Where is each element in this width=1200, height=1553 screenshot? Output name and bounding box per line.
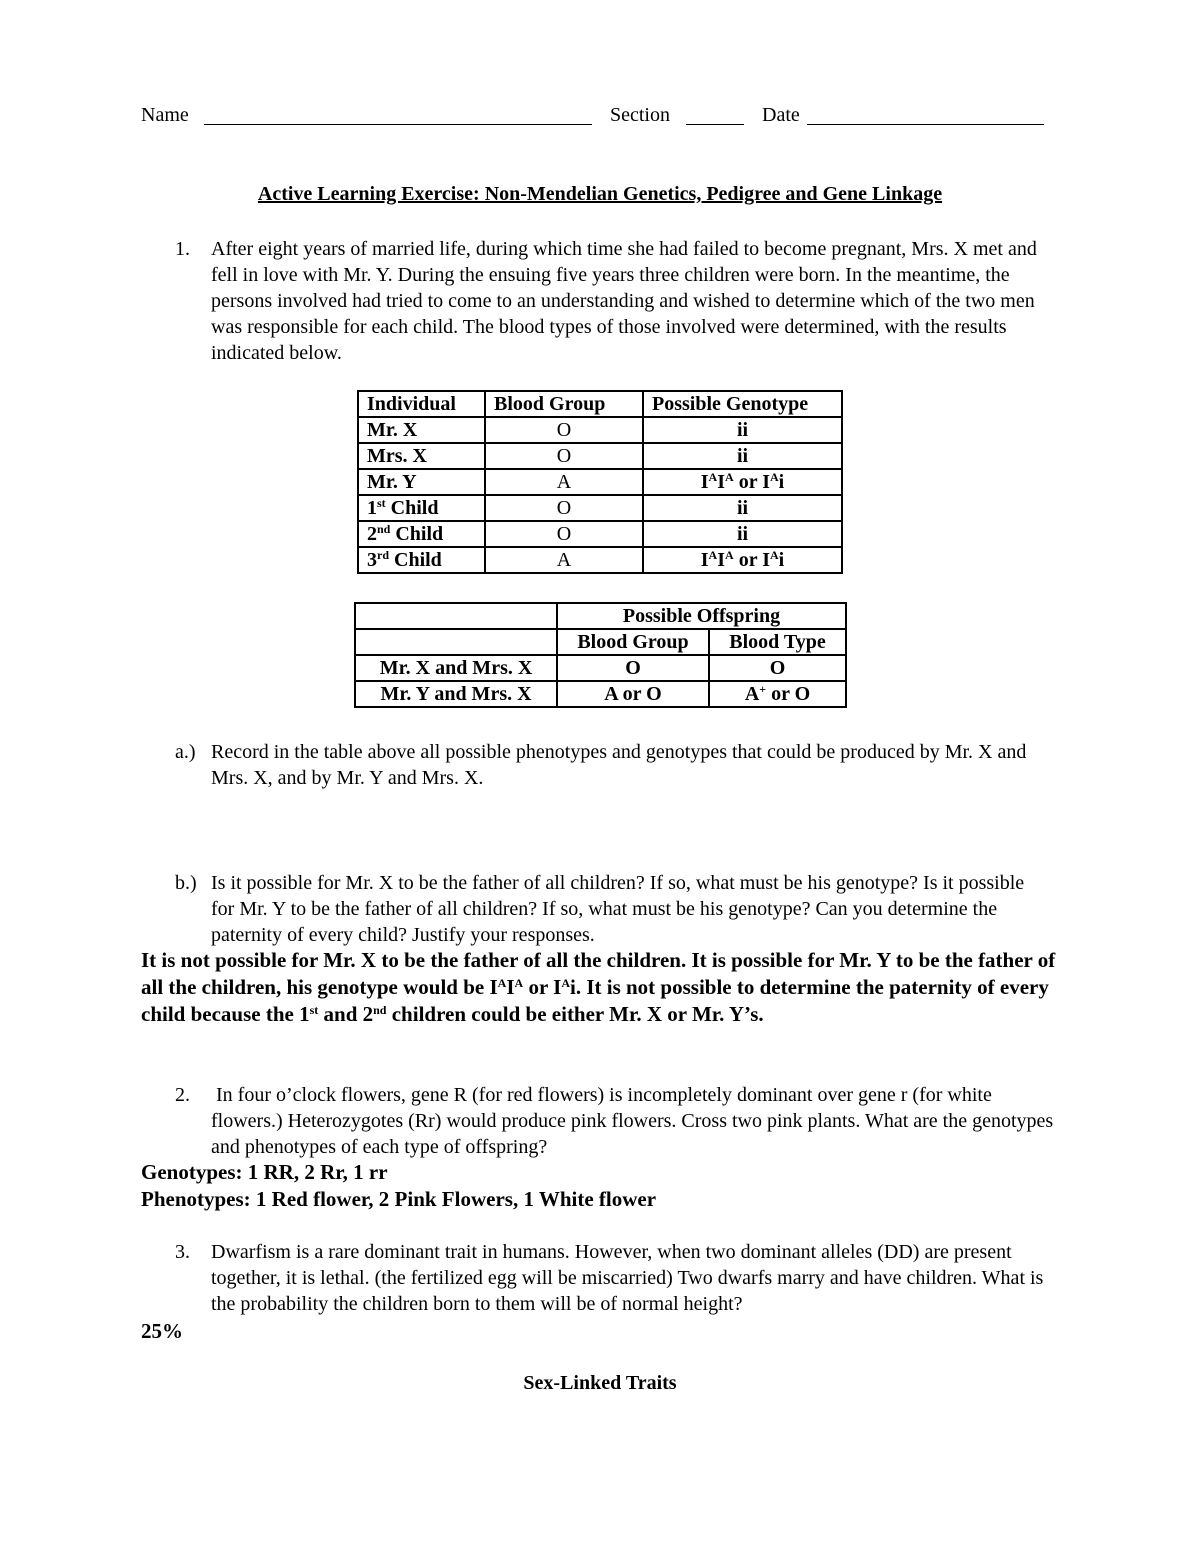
date-label: Date [762,104,800,126]
blood-group-table [357,390,843,574]
page-title: Active Learning Exercise: Non-Mendelian Genetics, Pedigree and Gene Linkage [257,183,943,205]
empty-cell [355,629,557,655]
answer-b: It is not possible for Mr. X to be the father of all the children. It is possible for Mr. Y to be the father of all the children, his genotype would be $I^AI^A$ or $I^Ai$. It is not possible to determine the paternity of every child because the 1st and 2nd children could be either Mr. X or Mr. Y’s. [141,948,1056,1026]
genotype-cell: ii [643,417,842,443]
genotype-cell: $I^AI^A$ or $I^Ai$ [643,547,842,573]
name-label: Name [141,104,189,126]
possible-offspring-table [354,602,847,708]
table-row [358,417,842,443]
blood-group-cell: A [485,547,643,573]
offspring-group-cell: A or O [557,681,709,707]
offspring-group-cell: O [557,655,709,681]
section-label: Section [610,104,670,126]
header-possible-genotype: Possible Genotype [643,391,842,417]
parents-cell: Mr. Y and Mrs. X [355,681,557,707]
q3-answer: 25% [141,1319,183,1343]
individual-cell: Mr. X [358,417,485,443]
blood-group-cell: A [485,469,643,495]
qb-label: b.) [175,872,197,894]
q2-answer-phenotypes: Phenotypes: 1 Red flower, 2 Pink Flowers, 1 White flower [141,1187,657,1211]
header-blood-group: Blood Group [557,629,709,655]
table-row [358,469,842,495]
header-blood-group: Blood Group [485,391,643,417]
individual-cell: 1st Child [358,495,485,521]
table-header-row [355,603,846,629]
blood-group-cell: O [485,417,643,443]
individual-cell: Mr. Y [358,469,485,495]
q2-text: In four o’clock flowers, gene R (for red flowers) is incompletely dominant over gene r (for white flowers.) Heterozygotes (Rr) would produce pink flowers. Cross two pink plants. What are the genotypes and phenotypes of each type of offspring? [211,1084,1059,1158]
header-possible-offspring: Possible Offspring [557,603,846,629]
empty-cell [355,603,557,629]
genotype-cell: ii [643,495,842,521]
q2-number: 2. [175,1084,190,1106]
header-individual: Individual [358,391,485,417]
table-row [355,681,846,707]
blood-group-cell: O [485,495,643,521]
parents-cell: Mr. X and Mrs. X [355,655,557,681]
table-row [355,655,846,681]
q3-number: 3. [175,1241,190,1263]
blood-group-cell: O [485,521,643,547]
individual-cell: Mrs. X [358,443,485,469]
offspring-type-cell: O [709,655,846,681]
qa-label: a.) [175,741,196,763]
table-row [358,495,842,521]
q1-text: After eight years of married life, during which time she had failed to become pregnant, Mrs. X met and fell in love with Mr. Y. During the ensuing five years three children were born. In the meantime, the persons involved had tried to come to an understanding and wished to determine which of the two men was responsible for each child. The blood types of those involved were determined, with the results indicated below. [211,238,1037,364]
genotype-cell: ii [643,443,842,469]
section-field[interactable] [686,104,744,125]
genotype-cell: $I^AI^A$ or $I^Ai$ [643,469,842,495]
q1-number: 1. [175,238,190,260]
individual-cell: 3rd Child [358,547,485,573]
q2-answer-genotypes: Genotypes: 1 RR, 2 Rr, 1 rr [141,1160,388,1184]
individual-cell: 2nd Child [358,521,485,547]
table-row [358,443,842,469]
offspring-type-cell: A+ or O [709,681,846,707]
table-header-row [355,629,846,655]
table-header-row [358,391,842,417]
table-row [358,521,842,547]
name-field[interactable] [204,104,592,125]
table-row [358,547,842,573]
q3-text: Dwarfism is a rare dominant trait in humans. However, when two dominant alleles (DD) are present together, it is lethal. (the fertilized egg will be miscarried) Two dwarfs marry and have children. What is the probability the children born to them will be of normal height? [211,1241,1044,1315]
blood-group-cell: O [485,443,643,469]
section-heading: Sex-Linked Traits [523,1372,677,1394]
qb-text: Is it possible for Mr. X to be the father of all children? If so, what must be his genotype? Is it possible for Mr. Y to be the father of all children? If so, what must be his genotype? Can you determine the paternity of every child? Justify your responses. [211,872,1025,946]
date-field[interactable] [807,104,1044,125]
qa-text: Record in the table above all possible phenotypes and genotypes that could be produced by Mr. X and Mrs. X, and by Mr. Y and Mrs. X. [211,741,1027,789]
header-blood-type: Blood Type [709,629,846,655]
genotype-cell: ii [643,521,842,547]
